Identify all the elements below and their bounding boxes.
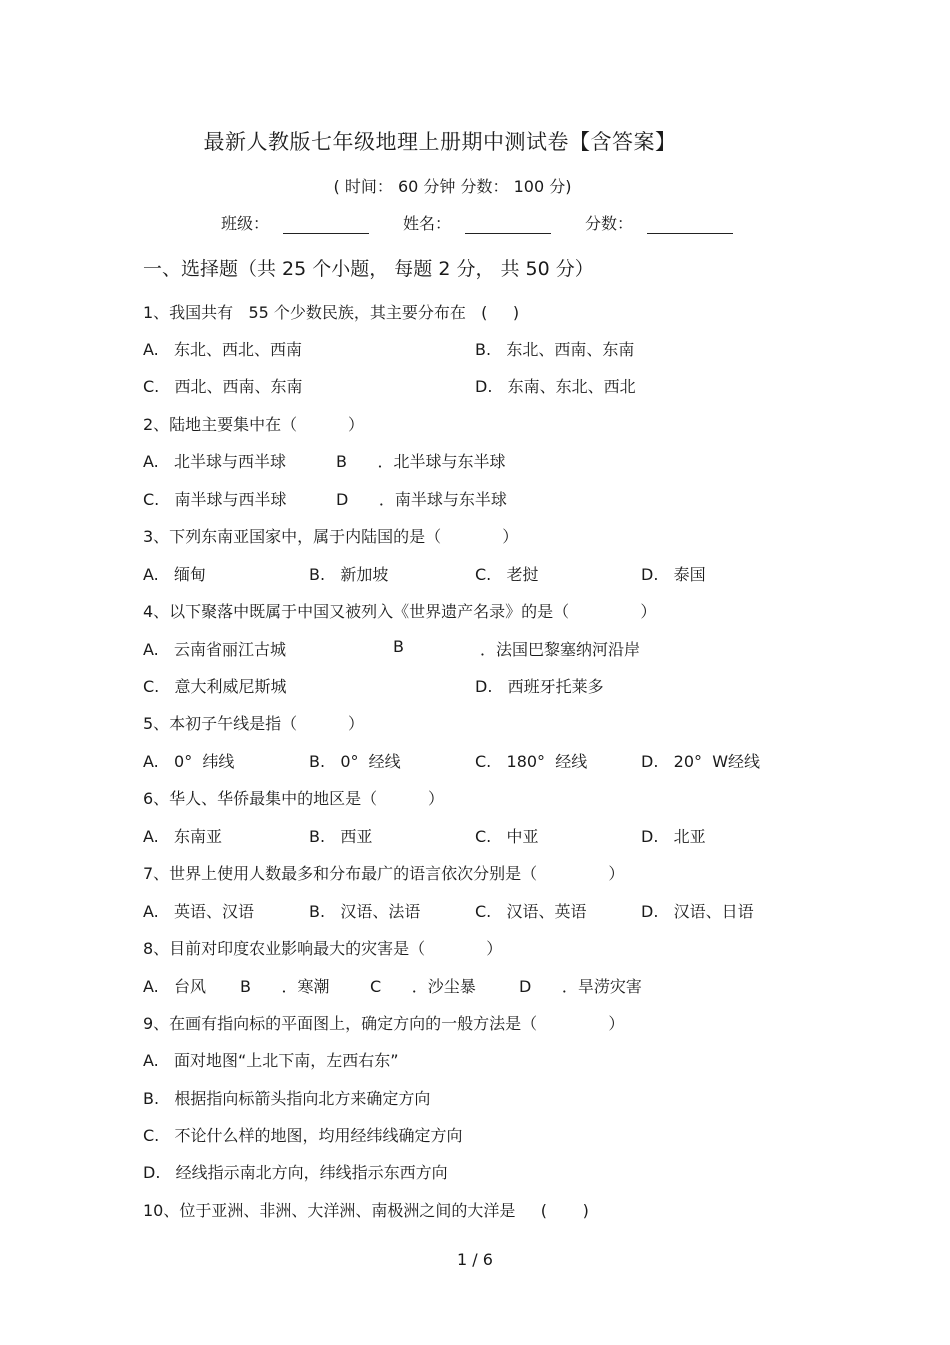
- q6-option-d: D. 北亚: [641, 827, 706, 846]
- q9-option-a: A. 面对地图“上北下南，左西右东”: [143, 1051, 399, 1070]
- q7-option-a: A. 英语、汉语: [143, 902, 255, 921]
- q3-option-a: A. 缅甸: [143, 565, 207, 584]
- score-label: 分数：: [585, 214, 634, 233]
- q3-option-b: B. 新加坡: [309, 565, 389, 584]
- q9-option-b: B. 根据指向标箭头指向北方来确定方向: [143, 1089, 431, 1108]
- q3-option-c: C. 老挝: [475, 565, 539, 584]
- q6-option-c: C. 中亚: [475, 827, 539, 846]
- q4-option-a: A. 云南省丽江古城: [143, 640, 287, 659]
- q1-option-a: A. 东北、西北、西南: [143, 340, 303, 359]
- page-number: 1 / 6: [457, 1250, 493, 1269]
- q1-option-d: D. 东南、东北、西北: [475, 377, 636, 396]
- question-5: 5、本初子午线是指（ ）: [143, 714, 365, 733]
- question-1: 1、我国共有 55 个少数民族，其主要分布在 ( ): [143, 303, 520, 322]
- section-heading: 一、选择题（共 25 个小题， 每题 2 分， 共 50 分）: [143, 258, 594, 280]
- q9-option-d: D. 经线指示南北方向，纬线指示东西方向: [143, 1163, 448, 1182]
- q5-option-a: A. 0° 纬线: [143, 752, 235, 771]
- q4-option-d: D. 西班牙托莱多: [475, 677, 604, 696]
- q7-option-d: D. 汉语、日语: [641, 902, 754, 921]
- q2-option-a: A. 北半球与西半球: [143, 452, 287, 471]
- exam-title: 最新人教版七年级地理上册期中测试卷【含答案】: [203, 130, 677, 154]
- q1-option-c: C. 西北、西南、东南: [143, 377, 303, 396]
- q5-option-c: C. 180° 经线: [475, 752, 588, 771]
- class-field: [221, 211, 369, 234]
- question-6: 6、华人、华侨最集中的地区是（ ）: [143, 789, 445, 808]
- question-7: 7、世界上使用人数最多和分布最广的语言依次分别是（ ）: [143, 864, 625, 883]
- q2-option-b: B ．北半球与东半球: [336, 452, 506, 471]
- q7-option-c: C. 汉语、英语: [475, 902, 587, 921]
- q1-option-b: B. 东北、西南、东南: [475, 340, 635, 359]
- student-info-fields: [0, 211, 950, 239]
- score-field: [585, 211, 733, 234]
- q6-option-a: A. 东南亚: [143, 827, 223, 846]
- score-blank[interactable]: [647, 213, 733, 234]
- q5-option-b: B. 0° 经线: [309, 752, 401, 771]
- q7-option-b: B. 汉语、法语: [309, 902, 421, 921]
- question-2: 2、陆地主要集中在（ ）: [143, 415, 365, 434]
- q5-option-d: D. 20° W经线: [641, 752, 761, 771]
- class-label: 班级：: [221, 214, 270, 233]
- question-8: 8、目前对印度农业影响最大的灾害是（ ）: [143, 939, 503, 958]
- q2-option-c: C. 南半球与西半球: [143, 490, 287, 509]
- q3-option-d: D. 泰国: [641, 565, 706, 584]
- name-field: [403, 211, 551, 234]
- q8-option-a: A. 台风: [143, 977, 207, 996]
- class-blank[interactable]: [283, 213, 369, 234]
- q8-option-b: B ．寒潮: [240, 977, 330, 996]
- q4-option-b-letter: B: [393, 637, 404, 656]
- q4-option-c: C. 意大利威尼斯城: [143, 677, 287, 696]
- q2-option-d: D ．南半球与东半球: [336, 490, 507, 509]
- name-blank[interactable]: [465, 213, 551, 234]
- question-10: 10、位于亚洲、非洲、大洋洲、南极洲之间的大洋是 ( ): [143, 1201, 589, 1220]
- exam-subtitle: ( 时间： 60 分钟 分数： 100 分): [333, 177, 572, 196]
- q8-option-c: C ．沙尘暴: [370, 977, 476, 996]
- q6-option-b: B. 西亚: [309, 827, 373, 846]
- name-label: 姓名：: [403, 214, 452, 233]
- q9-option-c: C. 不论什么样的地图，均用经纬线确定方向: [143, 1126, 463, 1145]
- q8-option-d: D ．旱涝灾害: [519, 977, 642, 996]
- question-4: 4、以下聚落中既属于中国又被列入《世界遗产名录》的是（ ）: [143, 602, 657, 621]
- q4-option-b-text: ．法国巴黎塞纳河沿岸: [480, 640, 641, 659]
- question-3: 3、下列东南亚国家中，属于内陆国的是（ ）: [143, 527, 519, 546]
- question-9: 9、在画有指向标的平面图上，确定方向的一般方法是（ ）: [143, 1014, 625, 1033]
